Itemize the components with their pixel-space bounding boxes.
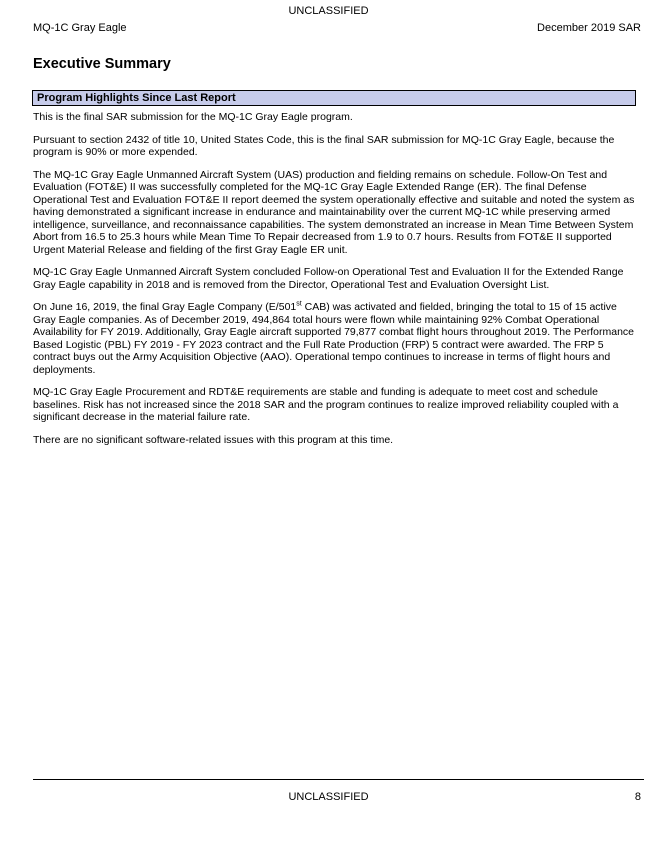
- footer-divider: [33, 779, 644, 780]
- header-report-date: December 2019 SAR: [537, 22, 641, 34]
- page-title: Executive Summary: [33, 56, 171, 72]
- classification-marking-top: UNCLASSIFIED: [288, 5, 369, 17]
- section-header-box: [32, 90, 636, 106]
- ordinal-superscript: st: [296, 300, 302, 308]
- paragraph-fote-concluded: MQ-1C Gray Eagle Unmanned Aircraft System concluded Follow-on Operational Test and Evaluation II for the Extended Range Gray Eagle capability in 2018 and is removed from the Director, Operational Test and Evaluation Oversight List.: [33, 266, 624, 291]
- summary-body: [33, 111, 637, 456]
- paragraph-funding-risk: MQ-1C Gray Eagle Procurement and RDT&E requirements are stable and funding is adequate to meet cost and schedule baselines. Risk has not increased since the 2018 SAR and the program continues to realize improved reliability coupled with a significant decrease in the material failure rate.: [33, 386, 619, 423]
- paragraph-company-fielding-part1: On June 16, 2019, the final Gray Eagle Company (E/501: [33, 301, 297, 313]
- classification-marking-bottom: UNCLASSIFIED: [288, 791, 369, 803]
- section-header-label: Program Highlights Since Last Report: [37, 92, 236, 104]
- paragraph-company-fielding-part2: CAB) was activated and fielded, bringing the total to 15 of 15 active Gray Eagle companies. As of December 2019, 494,864 total hours were flown while maintaining 92% Combat Operational Availability for FY 2019. Additionally, Gray Eagle aircraft supported 79,877 combat flight hours throughout 2019. The Performance Based Logistic (PBL) FY 2019 - FY 2023 contract and the Full Rate Production (FRP) 5 contract were awarded. The FRP 5 contract buys out the Army Acquisition Objective (AAO). Operational tempo continues to increase in terms of flight hours and deployments.: [33, 301, 634, 376]
- page-number: 8: [634, 791, 641, 803]
- paragraph-final-submission: This is the final SAR submission for the MQ-1C Gray Eagle program.: [33, 111, 353, 123]
- paragraph-title10-statute: Pursuant to section 2432 of title 10, United States Code, this is the final SAR submission for MQ-1C Gray Eagle, because the program is 90% or more expended.: [33, 133, 615, 158]
- paragraph-company-fielding: [33, 301, 637, 376]
- header-program-name: MQ-1C Gray Eagle: [33, 22, 127, 34]
- paragraph-production-fielding: The MQ-1C Gray Eagle Unmanned Aircraft System (UAS) production and fielding remains on schedule. Follow-On Test and Evaluation (FOT&E) II was successfully completed for the MQ-1C Gray Eagle Extended Range (ER). The final Defense Operational Test and Evaluation FOT&E II report deemed the system operationally effective and suitable and noted the system as having demonstrated a significant increase in endurance and maintainability over the current MQ-1C while preserving armed intelligence, surveillance, and reconnaissance capabilities. The system demonstrated an increase in Mean Time Between System Abort from 16.5 to 25.3 hours while Mean Time To Repair decreased from 1.9 to 0.7 hours. Results from FOT&E II supported Urgent Material Release and fielding of the first Gray Eagle ER unit.: [33, 168, 635, 256]
- paragraph-software-issues: There are no significant software-related issues with this program at this time.: [33, 433, 394, 446]
